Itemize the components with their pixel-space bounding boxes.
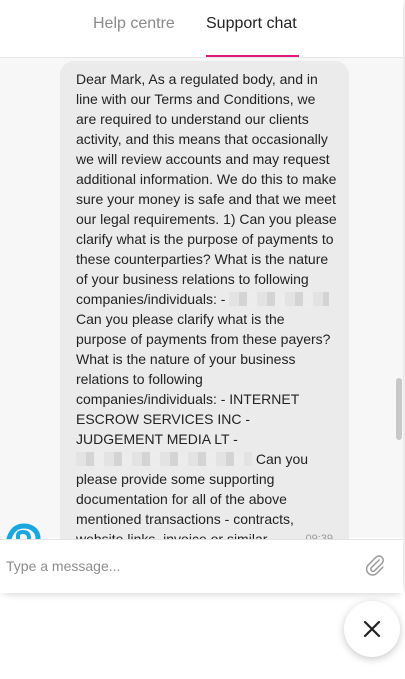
tab-help-centre[interactable]: Help centre xyxy=(93,15,175,32)
tab-bar xyxy=(0,0,403,58)
tab-support-chat[interactable] xyxy=(206,15,297,57)
agent-message-bubble xyxy=(60,61,349,581)
message-list[interactable] xyxy=(0,58,403,538)
scrollbar-thumb[interactable] xyxy=(396,378,402,440)
message-text-part-2: Can you please clarify what is the purpose of payments from these payers? What is the nature of your business relations to following companies/individuals: - INTERNET ESCROW SERVICES INC - JUDGEMENT MEDIA LT - xyxy=(76,311,331,447)
redacted-text xyxy=(229,292,329,306)
message-text-part-3: Can you please provide some supporting documentation for all of the above mentioned transactions - contracts, xyxy=(76,451,309,527)
redacted-text xyxy=(76,452,252,466)
message-text-part-1: Dear Mark, As a regulated body, and in line with our Terms and Conditions, we are required to understand our clients activity, and this means that occasionally we will review accounts and may request additional information. We do this to make sure your money is safe and that we meet our legal requirements. 1) Can you please clarify what is the purpose of payments to these counterparties? What is the nature of your business relations to following companies/individuals: - xyxy=(76,71,337,307)
message-text xyxy=(76,69,338,569)
active-tab-indicator xyxy=(206,55,299,57)
message-composer xyxy=(0,539,403,593)
paperclip-icon[interactable] xyxy=(364,554,386,576)
close-icon xyxy=(362,619,382,639)
message-input[interactable] xyxy=(0,550,348,582)
close-chat-button[interactable] xyxy=(344,601,400,657)
tab-support-chat-label: Support chat xyxy=(206,15,297,32)
